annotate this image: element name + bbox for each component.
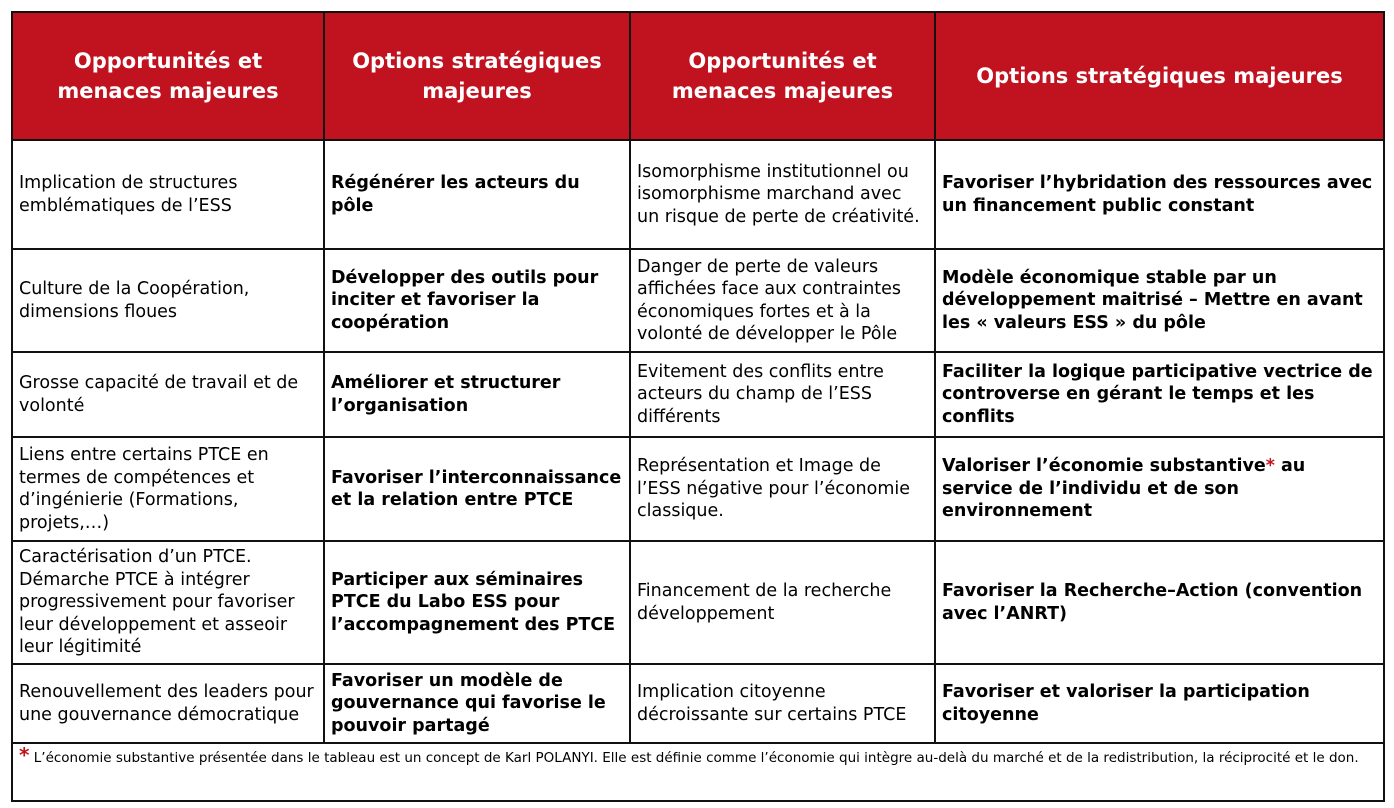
footnote-row [12,743,1384,801]
table-row [12,664,1384,743]
cell-threat: Représentation et Image de l’ESS négative pour l’économie classique. [630,437,935,541]
table-row [12,541,1384,664]
cell-threat: Implication citoyenne décroissante sur certains PTCE [630,664,935,743]
cell-threat: Evitement des conflits entre acteurs du champ de l’ESS différents [630,352,935,437]
header-options-2: Options stratégiques majeures [935,12,1384,140]
header-row [12,12,1384,140]
table-row [12,140,1384,249]
cell-opportunity: Grosse capacité de travail et de volonté [12,352,324,437]
cell-threat: Financement de la recherche développement [630,541,935,664]
cell-opportunity: Liens entre certains PTCE en termes de compétences et d’ingénierie (Formations, projets,…) [12,437,324,541]
cell-option: Favoriser la Recherche–Action (convention avec l’ANRT) [935,541,1384,664]
footnote-marker: * [1265,456,1275,477]
footnote-star: * [19,743,30,767]
cell-option: Favoriser l’hybridation des ressources avec un financement public constant [935,140,1384,249]
cell-option: Participer aux séminaires PTCE du Labo ESS pour l’accompagnement des PTCE [324,541,630,664]
table-row [12,249,1384,352]
footnote-text: L’économie substantive présentée dans le tableau est un concept de Karl POLANYI. Elle est définie comme l’économie qui intègre au-delà du marché et de la redistribution, la réciprocité et le don. [29,750,1359,766]
cell-option: Favoriser et valoriser la participation citoyenne [935,664,1384,743]
cell-opportunity: Renouvellement des leaders pour une gouvernance démocratique [12,664,324,743]
option-text-part: Valoriser l’économie substantive [942,456,1266,477]
cell-option: Faciliter la logique participative vectrice de controverse en gérant le temps et les conflits [935,352,1384,437]
cell-threat: Danger de perte de valeurs affichées face aux contraintes économiques fortes et à la volonté de développer le Pôle [630,249,935,352]
header-opportunities-1: Opportunités et menaces majeures [12,12,324,140]
header-opportunities-2: Opportunités et menaces majeures [630,12,935,140]
cell-threat: Isomorphisme institutionnel ou isomorphisme marchand avec un risque de perte de créativité. [630,140,935,249]
cell-opportunity: Implication de structures emblématiques de l’ESS [12,140,324,249]
cell-option: Modèle économique stable par un développement maitrisé – Mettre en avant les « valeurs ESS » du pôle [935,249,1384,352]
header-options-1: Options stratégiques majeures [324,12,630,140]
cell-option: Développer des outils pour inciter et favoriser la coopération [324,249,630,352]
cell-option: Favoriser un modèle de gouvernance qui favorise le pouvoir partagé [324,664,630,743]
option-text-part: au service de l’individu et de son environnement [942,456,1306,522]
strategy-table [11,11,1385,802]
cell-opportunity: Caractérisation d’un PTCE. Démarche PTCE à intégrer progressivement pour favoriser leur développement et asseoir leur légitimité [12,541,324,664]
table-row [12,352,1384,437]
table-row [12,437,1384,541]
cell-option: Régénérer les acteurs du pôle [324,140,630,249]
cell-option: Améliorer et structurer l’organisation [324,352,630,437]
cell-option [935,437,1384,541]
cell-option: Favoriser l’interconnaissance et la relation entre PTCE [324,437,630,541]
footnote [12,743,1384,801]
cell-opportunity: Culture de la Coopération, dimensions floues [12,249,324,352]
